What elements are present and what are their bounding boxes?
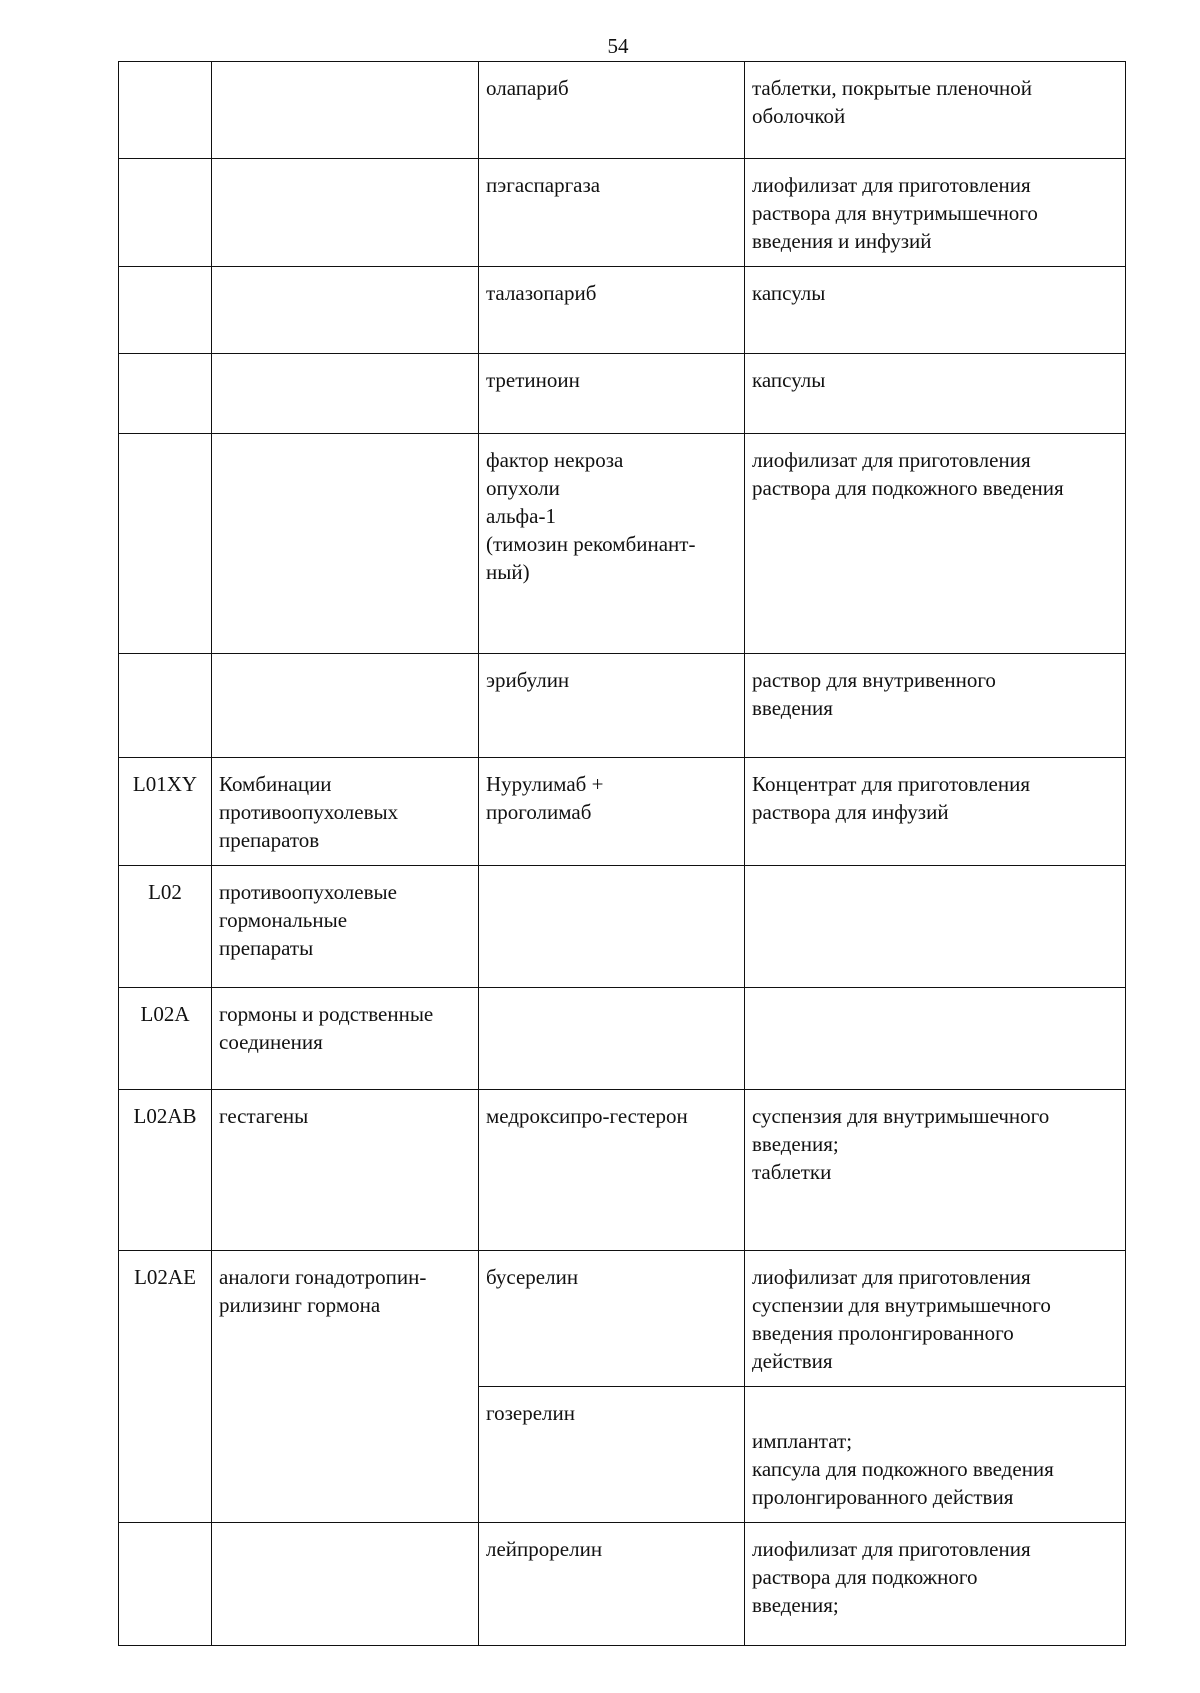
table-row [119,988,1126,1090]
dosage-form-cell [745,988,1126,1090]
drug-name-cell [479,988,745,1090]
table-row [119,1523,1126,1646]
group-name-cell [212,267,479,354]
table-row [119,1090,1126,1251]
group-name-cell [212,654,479,758]
group-name-cell: гестагены [212,1090,479,1251]
group-name-cell [212,159,479,267]
atc-code-cell: L02A [119,988,212,1090]
page-number: 54 [607,34,629,58]
atc-code-cell: L02 [119,866,212,988]
dosage-form-cell: лиофилизат для приготовления раствора для подкожного введения; [745,1523,1126,1646]
drug-name-cell: фактор некроза опухоли альфа-1 (тимозин рекомбинант- ный) [479,434,745,654]
atc-code-cell: L01XY [119,758,212,866]
drug-name-cell [479,866,745,988]
drug-name-cell: талазопариб [479,267,745,354]
dosage-form-cell: капсулы [745,267,1126,354]
table-row [119,62,1126,159]
table-row [119,654,1126,758]
drug-name-cell: бусерелин [479,1251,745,1387]
table-row [119,159,1126,267]
atc-code-cell [119,159,212,267]
dosage-form-cell: Концентрат для приготовления раствора для инфузий [745,758,1126,866]
atc-code-cell [119,354,212,434]
drug-table [118,61,1126,1646]
dosage-form-cell: имплантат; капсула для подкожного введения пролонгированного действия [745,1387,1126,1523]
dosage-form-cell: лиофилизат для приготовления раствора для внутримышечного введения и инфузий [745,159,1126,267]
dosage-form-cell: суспензия для внутримышечного введения; таблетки [745,1090,1126,1251]
drug-name-cell: третиноин [479,354,745,434]
group-name-cell: Комбинации противоопухолевых препаратов [212,758,479,866]
group-name-cell: противоопухолевые гормональные препараты [212,866,479,988]
group-name-cell: аналоги гонадотропин- рилизинг гормона [212,1251,479,1523]
drug-name-cell: гозерелин [479,1387,745,1523]
table-row [119,354,1126,434]
table-row [119,434,1126,654]
atc-code-cell: L02AB [119,1090,212,1251]
atc-code-cell: L02AE [119,1251,212,1523]
table-row [119,758,1126,866]
drug-name-cell: пэгаспаргаза [479,159,745,267]
group-name-cell [212,354,479,434]
atc-code-cell [119,1523,212,1646]
drug-name-cell: эрибулин [479,654,745,758]
table-row [119,866,1126,988]
dosage-form-cell: раствор для внутривенного введения [745,654,1126,758]
drug-name-cell: олапариб [479,62,745,159]
drug-name-cell: Нурулимаб + проголимаб [479,758,745,866]
atc-code-cell [119,267,212,354]
table-row [119,1251,1126,1387]
dosage-form-cell: таблетки, покрытые пленочной оболочкой [745,62,1126,159]
dosage-form-cell: лиофилизат для приготовления суспензии для внутримышечного введения пролонгированного действия [745,1251,1126,1387]
drug-name-cell: медроксипро-гестерон [479,1090,745,1251]
dosage-form-cell [745,866,1126,988]
group-name-cell [212,434,479,654]
atc-code-cell [119,434,212,654]
group-name-cell [212,1523,479,1646]
group-name-cell: гормоны и родственные соединения [212,988,479,1090]
drug-name-cell: лейпрорелин [479,1523,745,1646]
group-name-cell [212,62,479,159]
table-row [119,267,1126,354]
dosage-form-cell: капсулы [745,354,1126,434]
atc-code-cell [119,654,212,758]
dosage-form-cell: лиофилизат для приготовления раствора для подкожного введения [745,434,1126,654]
atc-code-cell [119,62,212,159]
